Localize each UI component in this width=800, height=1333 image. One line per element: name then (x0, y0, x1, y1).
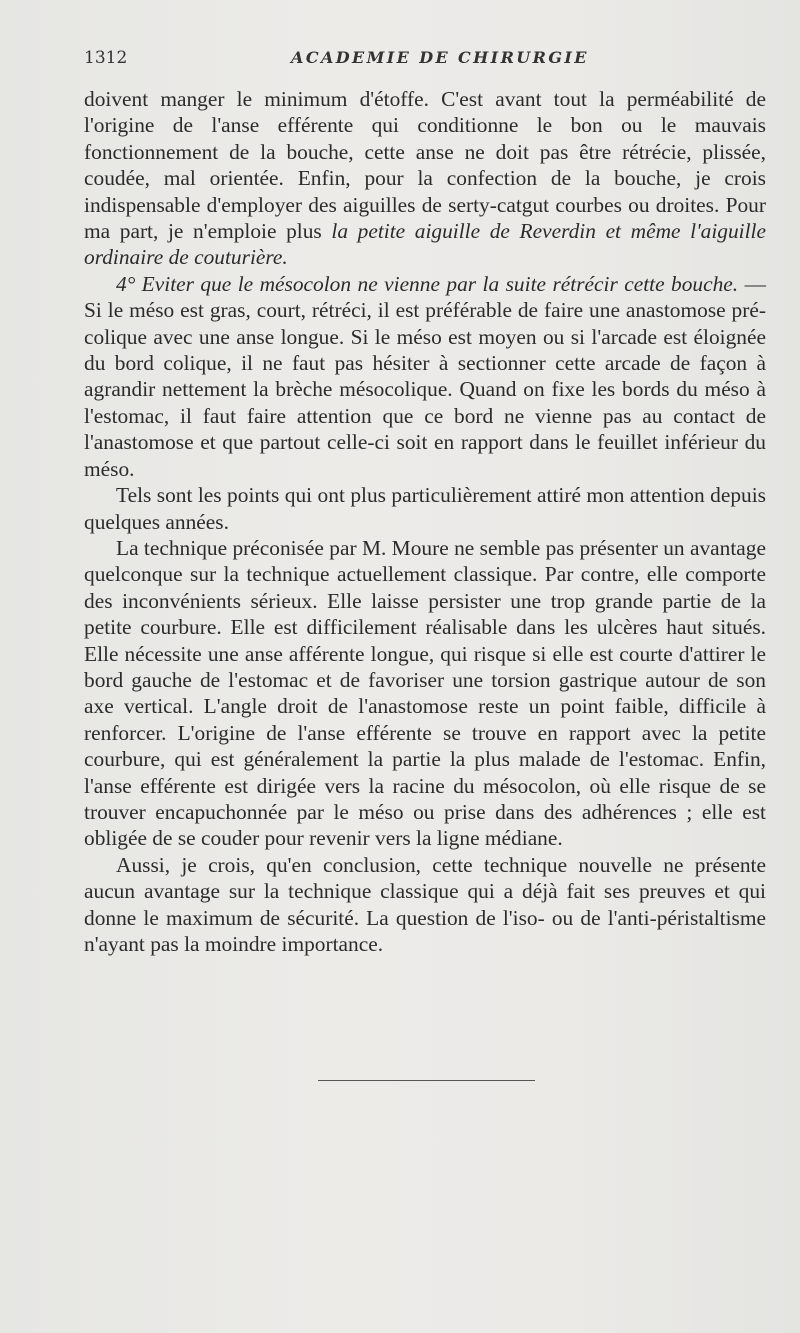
page-header (84, 48, 770, 72)
paragraph-1 (84, 86, 766, 271)
body-text (84, 86, 766, 957)
paragraph-5-text: Aussi, je crois, qu'en conclusion, cette technique nouvelle ne présente aucun avantage sur la technique classique qui a déjà fait ses preuves et qui donne le maximum de sécurité. La question de l'iso- ou de l'anti-péristaltisme n'ayant pas la moindre importance. (84, 852, 766, 956)
paragraph-2-text: — Si le méso est gras, court, rétréci, il est préférable de faire une anastomose pré-colique avec une anse longue. Si le méso est moyen ou si l'arcade est éloignée du bord colique, il ne faut pas hésiter à sectionner cette arcade de façon à agrandir nettement la brèche mésocolique. Quand on fixe les bords du méso à l'estomac, il faut faire attention que ce bord ne vienne pas au contact de l'anastomose et que partout celle-ci soit en rapport dans le feuillet inférieur du méso. (84, 271, 766, 481)
paragraph-3 (84, 482, 766, 535)
closing-rule (318, 1080, 535, 1081)
running-title: ACADEMIE DE CHIRURGIE (291, 48, 589, 67)
paragraph-2 (84, 271, 766, 482)
paragraph-1-italic: la petite aiguille de Reverdin et même l'aiguille ordinaire de couturière. (84, 219, 766, 270)
paragraph-4-text: La technique préconisée par M. Moure ne semble pas présenter un avantage quelconque sur la technique actuellement classique. Par contre, elle comporte des inconvénients sérieux. Elle laisse persister une trop grande partie de la petite courbure. Elle est difficilement réalisable dans les ulcères haut situés. Elle nécessite une anse afférente longue, qui risque si elle est courte d'attirer le bord gauche de l'estomac et de favoriser une torsion gastrique autour de son axe vertical. L'angle droit de l'anastomose reste un point faible, difficile à renforcer. L'origine de l'anse efférente se trouve en rapport avec la petite courbure, qui est généralement la partie la plus malade de l'estomac. Enfin, l'anse efférente est dirigée vers la racine du mésocolon, où elle risque de se trouver encapuchonnée par le méso ou prise dans des adhérences ; elle est obligée de se couder pour revenir vers la ligne médiane. (84, 535, 766, 851)
paragraph-5 (84, 852, 766, 958)
page-number: 1312 (84, 48, 128, 68)
paragraph-3-text: Tels sont les points qui ont plus particulièrement attiré mon attention depuis quelques années. (84, 483, 766, 534)
paragraph-2-italic: 4° Eviter que le mésocolon ne vienne par la suite rétrécir cette bouche. (116, 271, 739, 296)
paragraph-1-text: doivent manger le minimum d'étoffe. C'est avant tout la perméabilité de l'origine de l'anse efférente qui conditionne le bon ou le mauvais fonctionnement de la bouche, cette anse ne doit pas être rétrécie, plissée, coudée, mal orientée. Enfin, pour la confection de la bouche, je crois indispensable d'employer des aiguilles de serty-catgut courbes ou droites. Pour ma part, je n'emploie plus (84, 87, 766, 244)
paragraph-4 (84, 535, 766, 852)
